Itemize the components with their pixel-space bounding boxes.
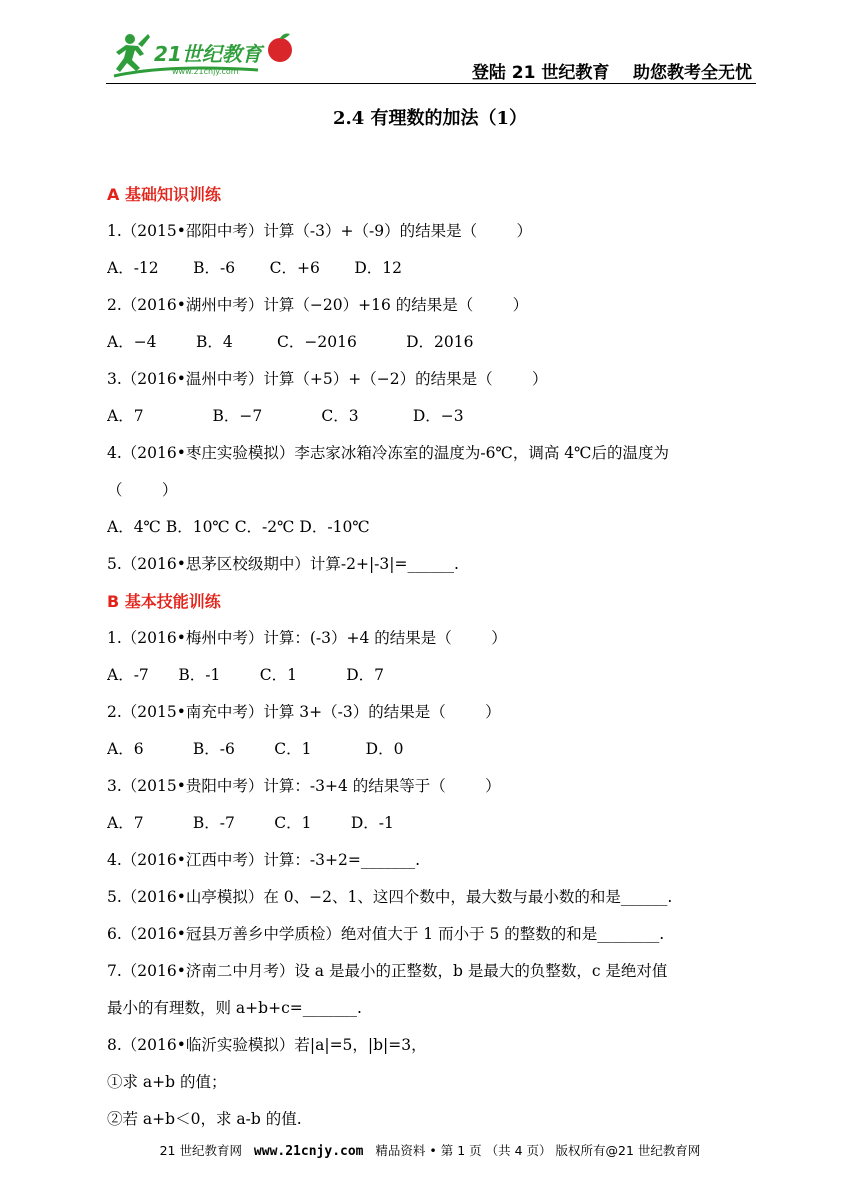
- footer-left: 21 世纪教育网: [159, 1143, 254, 1158]
- question-line: 4.（2016•枣庄实验模拟）李志家冰箱冷冻室的温度为-6℃，调高 4℃后的温度为: [107, 444, 669, 462]
- options-line: A．6 B．-6 C．1 D．0: [107, 740, 404, 758]
- page-footer: [0, 1141, 860, 1159]
- question-line-continued: 最小的有理数，则 a+b+c=_______.: [107, 999, 362, 1017]
- options-line: A．−4 B．4 C．−2016 D．2016: [107, 333, 474, 351]
- question-line: 1.（2016•梅州中考）计算：(-3）+4 的结果是（ ）: [107, 629, 507, 647]
- runner-icon: [116, 34, 150, 72]
- apple-icon: [268, 34, 292, 63]
- question-line: 7.（2016•济南二中月考）设 a 是最小的正整数，b 是最大的负整数，c 是绝对值: [107, 962, 668, 980]
- question-line: 8.（2016•临沂实验模拟）若|a|=5，|b|=3，: [107, 1036, 427, 1054]
- section-b-heading: B 基本技能训练: [107, 592, 221, 611]
- question-line: 3.（2016•温州中考）计算（+5）+（−2）的结果是（ ）: [107, 370, 548, 388]
- question-line: 5.（2016•思茅区校级期中）计算-2+|-3|=______.: [107, 555, 459, 573]
- section-a-heading: A 基础知识训练: [107, 185, 221, 204]
- question-line: 3.（2015•贵阳中考）计算：-3+4 的结果等于（ ）: [107, 777, 501, 795]
- page-title: 2.4 有理数的加法（1）: [332, 108, 528, 129]
- options-line: A．-12 B．-6 C．+6 D．12: [107, 259, 402, 277]
- question-line-continued: （ ）: [107, 481, 178, 499]
- question-line: 2.（2015•南充中考）计算 3+（-3）的结果是（ ）: [107, 703, 501, 721]
- options-line: A．-7 B．-1 C．1 D．7: [107, 666, 385, 684]
- question-line: 1.（2015•邵阳中考）计算（-3）+（-9）的结果是（ ）: [107, 222, 532, 240]
- header-slogan: 登陆 21 世纪教育 助您教考全无忧: [471, 63, 752, 83]
- options-line: A．4℃ B．10℃ C．-2℃ D．-10℃: [107, 518, 370, 536]
- sub-question-line: ②若 a+b＜0，求 a-b 的值.: [107, 1110, 302, 1128]
- logo-text: 21世纪教育: [154, 42, 262, 66]
- logo-url: www.21cnjy.com: [172, 67, 239, 76]
- sub-question-line: ①求 a+b 的值；: [107, 1073, 227, 1091]
- question-line: 6.（2016•冠县万善乡中学质检）绝对值大于 1 而小于 5 的整数的和是________.: [107, 925, 665, 943]
- question-line: 2.（2016•湖州中考）计算（−20）+16 的结果是（ ）: [107, 296, 529, 314]
- options-line: A．7 B．−7 C．3 D．−3: [107, 407, 464, 425]
- question-line: 4.（2016•江西中考）计算：-3+2=_______.: [107, 851, 420, 869]
- exercise-content: [107, 176, 755, 1138]
- footer-url: www.21cnjy.com: [253, 1144, 364, 1159]
- header-divider: [106, 83, 756, 84]
- question-line: 5.（2016•山亭模拟）在 0、−2、1、这四个数中，最大数与最小数的和是______.: [107, 888, 673, 906]
- footer-right: 精品资料 • 第 1 页 （共 4 页） 版权所有@21 世纪教育网: [363, 1143, 701, 1158]
- site-logo: [108, 30, 308, 82]
- options-line: A．7 B．-7 C．1 D．-1: [107, 814, 394, 832]
